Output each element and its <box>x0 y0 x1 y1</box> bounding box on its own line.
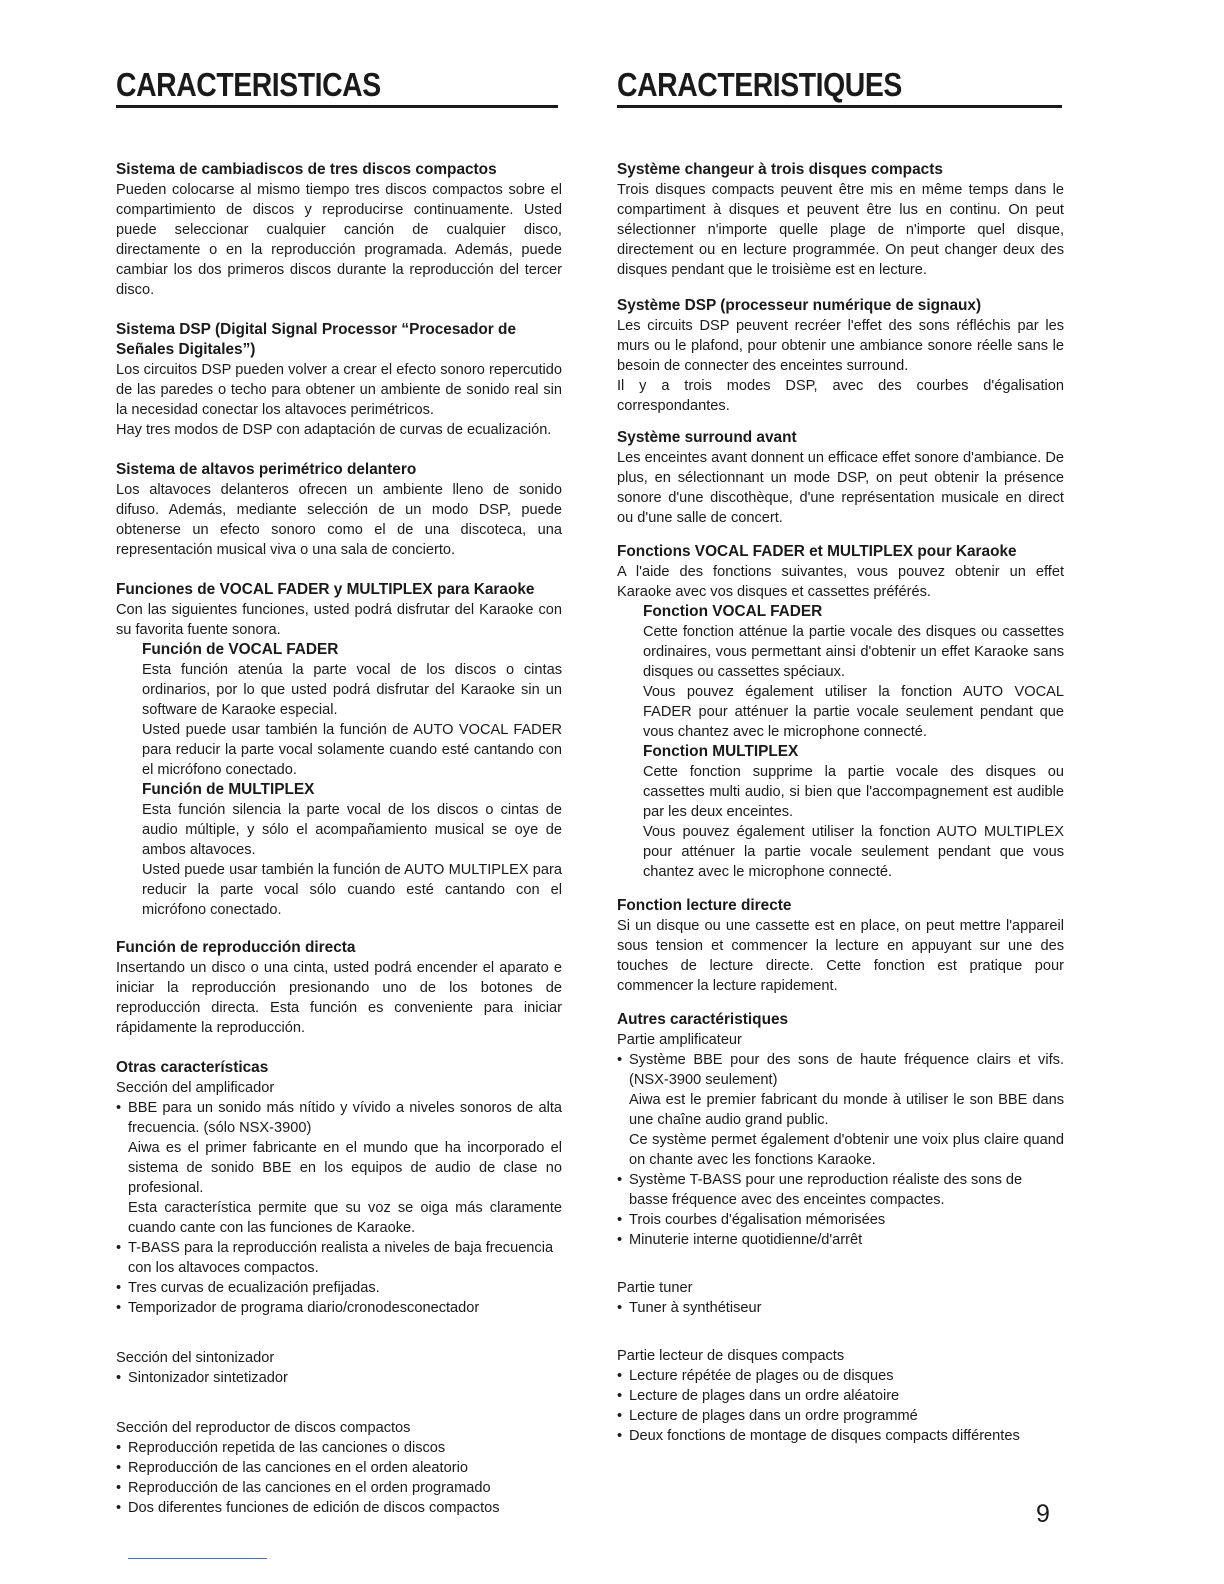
list-item: • Lecture répétée de plages ou de disques <box>617 1366 1064 1386</box>
list-item-paragraph: • BBE para un sonido más nítido y vívido a niveles sonoros de alta frecuencia. (sólo NSX-3900) <box>128 1100 562 1136</box>
feature-group <box>116 1418 562 1518</box>
subsection <box>116 640 562 780</box>
list-item-paragraph: Aiwa est le premier fabricant du monde à utiliser le son BBE dans une chaîne audio grand public. <box>629 1092 1064 1128</box>
feature-group <box>617 1278 1064 1318</box>
section-title: Système surround avant <box>617 429 797 446</box>
list-item: • Sintonizador sintetizador <box>116 1368 562 1388</box>
feature-section <box>617 160 1064 280</box>
section-title: Sistema de cambiadiscos de tres discos compactos <box>116 161 497 178</box>
french-body <box>617 160 1064 1560</box>
list-item: • Temporizador de programa diario/cronodesconectador <box>116 1298 562 1318</box>
subsection <box>116 780 562 920</box>
list-item-paragraph: Ce système permet également d'obtenir une voix plus claire quand on chante avec les fonctions Karaoke. <box>629 1132 1064 1168</box>
section-paragraph: Los altavoces delanteros ofrecen un ambiente lleno de sonido difuso. Además, mediante selección de un modo DSP, puede obtenerse un efecto sonoro como el de una discoteca, una representación musical viva o una sala de concierto. <box>116 482 562 558</box>
section-paragraph: Si un disque ou une cassette est en place, on peut mettre l'appareil sous tension et commencer la lecture en appuyant sur une des touches de lecture directe. Cette fonction est pratique pour commencer la lecture rapidement. <box>617 918 1064 994</box>
subsection <box>617 742 1064 882</box>
section-title: Fonction lecture directe <box>617 897 792 914</box>
subsection-paragraph: Cette fonction supprime la partie vocale des disques ou cassettes multi audio, si bien que l'accompagnement est audible par les deux enceintes. <box>643 764 1064 820</box>
list-item: • Reproducción de las canciones en el orden aleatorio <box>116 1458 562 1478</box>
list-item <box>116 1098 562 1238</box>
feature-section <box>116 938 562 1038</box>
section-title: Système DSP (processeur numérique de signaux) <box>617 297 982 314</box>
feature-group <box>617 1030 1064 1250</box>
feature-list <box>116 1098 562 1318</box>
list-item: • Reproducción de las canciones en el orden programado <box>116 1478 562 1498</box>
feature-section <box>617 428 1064 528</box>
subsection-paragraph: Cette fonction atténue la partie vocale des disques ou cassettes ordinaires, vous permettant ainsi d'obtenir un effet Karaoke sans disques ou cassettes spéciaux. <box>643 624 1064 680</box>
feature-section <box>617 296 1064 416</box>
subsection-paragraph: Esta función silencia la parte vocal de los discos o cintas de audio múltiple, y sólo el acompañamiento musical se oye de ambos altavoces. <box>142 802 562 858</box>
section-title: Fonctions VOCAL FADER et MULTIPLEX pour Karaoke <box>617 543 1017 560</box>
list-item: • Reproducción repetida de las canciones o discos <box>116 1438 562 1458</box>
spanish-heading-rule <box>116 105 558 108</box>
list-item: • Système T-BASS pour une reproduction réaliste des sons de basse fréquence avec des enceintes compactes. <box>617 1170 1064 1210</box>
feature-section <box>116 580 562 920</box>
page-number: 9 <box>1036 1500 1050 1528</box>
list-item: • Tuner à synthétiseur <box>617 1298 1064 1318</box>
section-title: Otras características <box>116 1059 269 1076</box>
list-item: • Trois courbes d'égalisation mémorisées <box>617 1210 1064 1230</box>
section-title: Sistema DSP (Digital Signal Processor “Procesador de Señales Digitales”) <box>116 321 517 358</box>
spanish-body <box>116 160 562 1560</box>
french-heading: CARACTERISTIQUES <box>617 66 902 103</box>
feature-list <box>617 1298 1064 1318</box>
section-paragraph: A l'aide des fonctions suivantes, vous pouvez obtenir un effet Karaoke avec vos disques et cassettes préférés. <box>617 564 1064 600</box>
subsection-title: Función de MULTIPLEX <box>142 781 315 798</box>
feature-group <box>116 1348 562 1388</box>
feature-list <box>116 1438 562 1518</box>
section-paragraph: Les enceintes avant donnent un efficace effet sonore d'ambiance. De plus, en sélectionnant un mode DSP, on peut obtenir la présence sonore d'une discothèque, d'une représentation musicale en direct ou d'une salle de concert. <box>617 450 1064 526</box>
bottom-divider <box>128 1558 267 1559</box>
spanish-heading: CARACTERISTICAS <box>116 66 381 103</box>
section-title: Autres caractéristiques <box>617 1011 789 1028</box>
feature-section <box>617 542 1064 882</box>
feature-group <box>116 1078 562 1318</box>
list-item: • Deux fonctions de montage de disques compacts différentes <box>617 1426 1064 1446</box>
subsection-title: Función de VOCAL FADER <box>142 641 339 658</box>
list-item <box>617 1050 1064 1170</box>
list-item: • T-BASS para la reproducción realista a niveles de baja frecuencia con los altavoces compactos. <box>116 1238 562 1278</box>
feature-group <box>617 1346 1064 1446</box>
subsection-title: Fonction VOCAL FADER <box>643 603 823 620</box>
group-label: Sección del sintonizador <box>116 1350 275 1366</box>
group-label: Partie lecteur de disques compacts <box>617 1348 845 1364</box>
feature-list <box>617 1366 1064 1446</box>
feature-section <box>617 896 1064 996</box>
group-label: Sección del amplificador <box>116 1080 275 1096</box>
section-paragraph: Les circuits DSP peuvent recréer l'effet des sons réfléchis par les murs ou le plafond, pour obtenir une ambiance sonore réelle sans le besoin de connecter des enceintes surround. <box>617 318 1064 374</box>
group-label: Sección del reproductor de discos compactos <box>116 1420 411 1436</box>
feature-section <box>116 320 562 440</box>
subsection-title: Fonction MULTIPLEX <box>643 743 799 760</box>
section-title: Función de reproducción directa <box>116 939 356 956</box>
section-paragraph: Los circuitos DSP pueden volver a crear el efecto sonoro repercutido de las paredes o techo para obtener un ambiente de sonido real sin la necesidad conectar los altavoces perimétricos. <box>116 362 562 418</box>
section-paragraph: Con las siguientes funciones, usted podrá disfrutar del Karaoke con su favorita fuente sonora. <box>116 602 562 638</box>
group-label: Partie amplificateur <box>617 1032 742 1048</box>
section-paragraph: Trois disques compacts peuvent être mis en même temps dans le compartiment à disques et peuvent être lus en continu. On peut sélectionner n'importe quelle plage de n'importe quel disque, directement ou en lecture programmée. On peut changer deux des disques pendant que le troisième est en lecture. <box>617 182 1064 278</box>
list-item: • Lecture de plages dans un ordre programmé <box>617 1406 1064 1426</box>
subsection-paragraph: Vous pouvez également utiliser la fonction AUTO VOCAL FADER pour atténuer la partie vocale seulement pendant que vous chantez avec le microphone connecté. <box>643 684 1064 740</box>
feature-list <box>116 1368 562 1388</box>
list-item: • Minuterie interne quotidienne/d'arrêt <box>617 1230 1064 1250</box>
section-paragraph: Pueden colocarse al mismo tiempo tres discos compactos sobre el compartimiento de discos y reproducirse continuamente. Usted puede seleccionar cualquier canción de cualquier disco, directamente o en la reproducción programada. Además, puede cambiar los dos primeros discos durante la reproducción del tercer disco. <box>116 182 562 298</box>
group-label: Partie tuner <box>617 1280 693 1296</box>
list-item-paragraph: Aiwa es el primer fabricante en el mundo que ha incorporado el sistema de sonido BBE en los equipos de audio de clase no profesional. <box>128 1140 562 1196</box>
subsection-paragraph: Esta función atenúa la parte vocal de los discos o cintas ordinarios, por lo que usted podrá disfrutar del Karaoke sin un software de Karaoke especial. <box>142 662 562 718</box>
subsection <box>617 602 1064 742</box>
subsection-paragraph: Usted puede usar también la función de AUTO VOCAL FADER para reducir la parte vocal solamente cuando esté cantando con el micrófono conectado. <box>142 722 562 778</box>
section-paragraph: Il y a trois modes DSP, avec des courbes d'égalisation correspondantes. <box>617 378 1064 414</box>
list-item: • Dos diferentes funciones de edición de discos compactos <box>116 1498 562 1518</box>
list-item: • Lecture de plages dans un ordre aléatoire <box>617 1386 1064 1406</box>
section-paragraph: Hay tres modos de DSP con adaptación de curvas de ecualización. <box>116 422 552 438</box>
other-features-section <box>116 1058 562 1518</box>
feature-section <box>116 460 562 560</box>
list-item-paragraph: Esta característica permite que su voz se oiga más claramente cuando cante con las funciones de Karaoke. <box>128 1200 562 1236</box>
section-title: Sistema de altavos perimétrico delantero <box>116 461 417 478</box>
section-title: Funciones de VOCAL FADER y MULTIPLEX para Karaoke <box>116 581 535 598</box>
subsection-paragraph: Vous pouvez également utiliser la fonction AUTO MULTIPLEX pour atténuer la partie vocale seulement pendant que vous chantez avec le microphone connecté. <box>643 824 1064 880</box>
section-paragraph: Insertando un disco o una cinta, usted podrá encender el aparato e iniciar la reproducción presionando uno de los botones de reproducción directa. Esta función es conveniente para iniciar rápidamente la reproducción. <box>116 960 562 1036</box>
french-heading-rule <box>617 105 1062 108</box>
section-title: Système changeur à trois disques compacts <box>617 161 943 178</box>
other-features-section <box>617 1010 1064 1446</box>
feature-list <box>617 1050 1064 1250</box>
list-item: • Tres curvas de ecualización prefijadas. <box>116 1278 562 1298</box>
list-item-paragraph: • Système BBE pour des sons de haute fréquence clairs et vifs. (NSX-3900 seulement) <box>629 1052 1064 1088</box>
feature-section <box>116 160 562 300</box>
subsection-paragraph: Usted puede usar también la función de AUTO MULTIPLEX para reducir la parte vocal sólo cuando esté cantando con el micrófono conectado. <box>142 862 562 918</box>
